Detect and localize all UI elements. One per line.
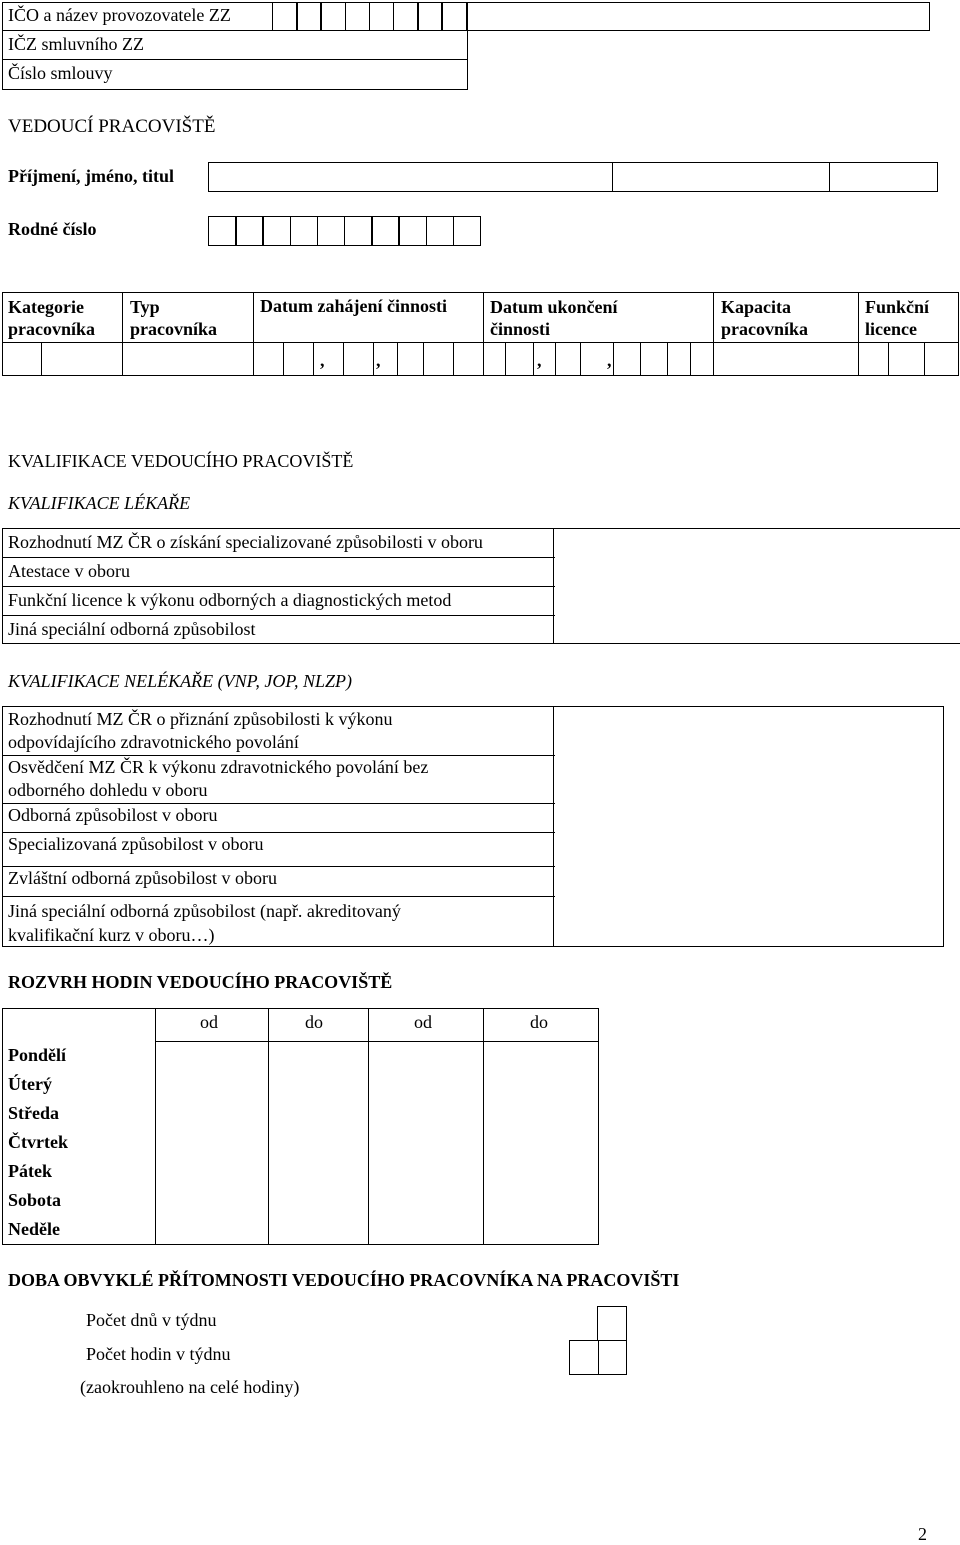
- lekar-answer-field[interactable]: [555, 529, 958, 643]
- nelekar-row: odborného dohledu v oboru: [8, 780, 208, 800]
- col-licence: Funkční licence: [865, 297, 930, 339]
- col-kapacita: Kapacita pracovníka: [721, 297, 809, 339]
- nelekar-row: Osvědčení MZ ČR k výkonu zdravotnického povolání bez: [8, 757, 429, 777]
- birth-digit-cell[interactable]: [426, 216, 455, 246]
- day-label: Středa: [8, 1103, 59, 1123]
- ico-digit-cell[interactable]: [296, 2, 322, 31]
- birth-digit-cell[interactable]: [290, 216, 319, 246]
- name-label: Příjmení, jméno, titul: [8, 166, 174, 186]
- col-ukonceni: Datum ukončení činnosti: [490, 297, 618, 339]
- birth-digit-cell[interactable]: [398, 216, 427, 246]
- provider-name-field[interactable]: [466, 2, 930, 31]
- schedule-col-od: od: [414, 1012, 432, 1032]
- col-kategorie: Kategorie pracovníka: [8, 297, 96, 339]
- lekar-row: Atestace v oboru: [8, 561, 130, 581]
- lekar-title: KVALIFIKACE LÉKAŘE: [8, 493, 191, 513]
- birth-label: Rodné číslo: [8, 219, 97, 239]
- nelekar-row: Jiná speciální odborná způsobilost (např. akreditovaný: [8, 901, 401, 921]
- lekar-row: Jiná speciální odborná způsobilost: [8, 619, 256, 639]
- contract-label: Číslo smlouvy: [8, 63, 113, 83]
- nelekar-row: Zvláštní odborná způsobilost v oboru: [8, 868, 277, 888]
- hours-label: Počet hodin v týdnu: [86, 1344, 231, 1364]
- nelekar-answer-field[interactable]: [555, 707, 943, 946]
- ico-digit-cell[interactable]: [417, 2, 443, 31]
- ico-digit-cell[interactable]: [345, 2, 371, 31]
- date-separator: ,: [376, 350, 381, 370]
- ico-label: IČO a název provozovatele ZZ: [8, 5, 231, 25]
- schedule-col-do: do: [305, 1012, 323, 1032]
- birth-digit-cell[interactable]: [371, 216, 400, 246]
- nelekar-row: Odborná způsobilost v oboru: [8, 805, 218, 825]
- nelekar-row: kvalifikační kurz v oboru…): [8, 925, 215, 945]
- schedule-col-do: do: [530, 1012, 548, 1032]
- icz-label: IČZ smluvního ZZ: [8, 34, 144, 54]
- rounded-label: (zaokrouhleno na celé hodiny): [80, 1377, 300, 1397]
- birth-digit-cell[interactable]: [208, 216, 237, 246]
- schedule-time-cells[interactable]: [157, 1043, 597, 1243]
- day-label: Pondělí: [8, 1045, 67, 1065]
- date-separator: ,: [320, 350, 325, 370]
- day-label: Čtvrtek: [8, 1132, 68, 1152]
- page-number: 2: [918, 1524, 927, 1544]
- ico-digit-cell[interactable]: [393, 2, 419, 31]
- col-zahajeni: Datum zahájení činnosti: [260, 296, 448, 316]
- birth-digit-cell[interactable]: [235, 216, 264, 246]
- birth-digit-cell[interactable]: [344, 216, 373, 246]
- ico-digit-cell[interactable]: [369, 2, 395, 31]
- day-label: Neděle: [8, 1219, 60, 1239]
- days-label: Počet dnů v týdnu: [86, 1310, 217, 1330]
- ico-digit-cell[interactable]: [441, 2, 467, 31]
- ico-digit-cell[interactable]: [320, 2, 346, 31]
- nelekar-row: Specializovaná způsobilost v oboru: [8, 834, 264, 854]
- day-label: Sobota: [8, 1190, 62, 1210]
- ico-digit-cell[interactable]: [272, 2, 298, 31]
- vedouci-title: VEDOUCÍ PRACOVIŠTĚ: [8, 116, 216, 137]
- nelekar-row: odpovídajícího zdravotnického povolání: [8, 732, 299, 752]
- doba-title: DOBA OBVYKLÉ PŘÍTOMNOSTI VEDOUCÍHO PRACOVNÍKA NA PRACOVIŠTI: [8, 1270, 680, 1290]
- days-per-week-field[interactable]: [597, 1306, 627, 1341]
- day-label: Úterý: [8, 1074, 52, 1094]
- schedule-col-od: od: [200, 1012, 218, 1032]
- birth-digit-cell[interactable]: [262, 216, 291, 246]
- date-separator: ,: [537, 350, 542, 370]
- rozvrh-title: ROZVRH HODIN VEDOUCÍHO PRACOVIŠTĚ: [8, 972, 393, 992]
- lekar-row: Funkční licence k výkonu odborných a diagnostických metod: [8, 590, 452, 610]
- lekar-row: Rozhodnutí MZ ČR o získání specializované způsobilosti v oboru: [8, 532, 483, 552]
- nelekar-row: Rozhodnutí MZ ČR o přiznání způsobilosti k výkonu: [8, 709, 393, 729]
- birth-digit-cell[interactable]: [317, 216, 346, 246]
- day-label: Pátek: [8, 1161, 52, 1181]
- kvalifikace-title: KVALIFIKACE VEDOUCÍHO PRACOVIŠTĚ: [8, 451, 354, 471]
- col-typ: Typ pracovníka: [130, 297, 218, 339]
- nelekar-title: KVALIFIKACE NELÉKAŘE (VNP, JOP, NLZP): [8, 671, 353, 691]
- date-separator: ,: [607, 350, 612, 370]
- birth-digit-cell[interactable]: [453, 216, 482, 246]
